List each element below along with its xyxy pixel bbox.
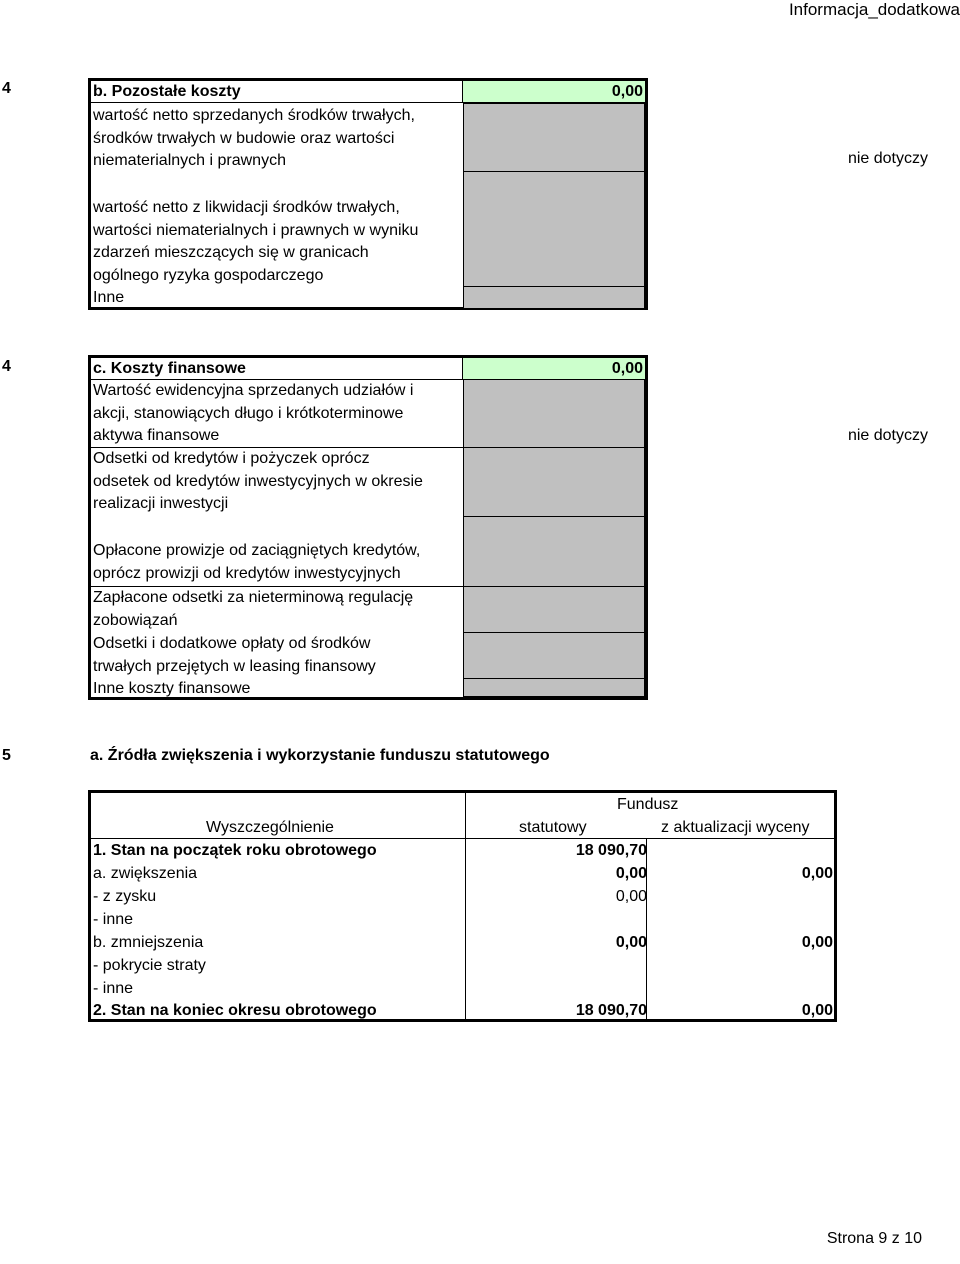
row-label: a. zwiększenia [93, 865, 198, 882]
section-5-title: a. Źródła zwiększenia i wykorzystanie funduszu statutowego [90, 747, 550, 764]
other-costs-row-2-label: wartość netto z likwidacji środków trwałych, wartości niematerialnych i prawnych w wyniku zdarzeń mieszczących się w granicach ogólnego ryzyka gospodarczego [93, 199, 419, 285]
financial-costs-row-1-value [463, 379, 645, 448]
col-header-revaluation: z aktualizacji wyceny [661, 819, 810, 836]
page-number: Strona 9 z 10 [826, 1230, 922, 1247]
row-label: - inne [93, 911, 134, 928]
financial-costs-row-3-label: Opłacone prowizje od zaciągniętych kredytów, oprócz prowizji od kredytów inwestycyjnych [93, 542, 421, 582]
row-label: - pokrycie straty [93, 957, 206, 974]
table-row [91, 977, 834, 1000]
table-row [91, 862, 834, 885]
row-label: 2. Stan na koniec okresu obrotowego [93, 1002, 377, 1019]
row-statutory: 0,00 [615, 888, 647, 905]
other-costs-row-3-label: Inne [93, 289, 125, 306]
row-revaluation: 0,00 [801, 1002, 833, 1019]
row-statutory: 0,00 [615, 865, 647, 882]
row-statutory: 0,00 [615, 934, 647, 951]
other-costs-note: nie dotyczy [847, 150, 928, 167]
other-costs-title: b. Pozostałe koszty [93, 83, 241, 100]
financial-costs-title: c. Koszty finansowe [93, 360, 246, 377]
row-label: - inne [93, 980, 134, 997]
row-label: - z zysku [93, 888, 157, 905]
fund-group-header: Fundusz [617, 796, 679, 813]
financial-costs-row-2-value [463, 447, 645, 517]
financial-costs-row-1-label: Wartość ewidencyjna sprzedanych udziałów i akcji, stanowiących długo i krótkoterminowe aktywa finansowe [93, 382, 414, 445]
section-number: 5 [2, 747, 11, 764]
other-costs-row-3-value [463, 286, 645, 309]
document-header-title: Informacja_dodatkowa [788, 0, 960, 19]
table-row [91, 999, 834, 1022]
financial-costs-row-3-value [463, 516, 645, 587]
financial-costs-row-5-label: Odsetki i dodatkowe opłaty od środków trwałych przejętych w leasing finansowy [93, 635, 376, 675]
financial-costs-row-2-label: Odsetki od kredytów i pożyczek oprócz odsetek od kredytów inwestycyjnych w okresie realizacji inwestycji [93, 450, 423, 513]
financial-costs-total: 0,00 [611, 360, 643, 377]
financial-costs-row-6-label: Inne koszty finansowe [93, 680, 251, 697]
financial-costs-title-row [91, 358, 645, 380]
table-row [91, 839, 834, 862]
other-costs-row-1-value [463, 103, 645, 172]
row-revaluation: 0,00 [801, 865, 833, 882]
other-costs-row-2-value [463, 171, 645, 287]
table-row [91, 908, 834, 931]
row-revaluation: 0,00 [801, 934, 833, 951]
financial-costs-row-4-value [463, 586, 645, 633]
table-row [91, 931, 834, 954]
table-row [91, 885, 834, 908]
col-header-statutory: statutowy [519, 819, 587, 836]
statutory-fund-table [88, 790, 837, 1022]
row-statutory: 18 090,70 [575, 842, 647, 859]
col-header-description: Wyszczególnienie [206, 819, 334, 836]
row-label: 1. Stan na początek roku obrotowego [93, 842, 377, 859]
row-statutory: 18 090,70 [575, 1002, 647, 1019]
row-label: b. zmniejszenia [93, 934, 204, 951]
other-costs-total: 0,00 [611, 83, 643, 100]
section-number: 4 [2, 80, 11, 97]
financial-costs-row-4-label: Zapłacone odsetki za nieterminową regulację zobowiązań [93, 589, 414, 629]
financial-costs-row-5-value [463, 632, 645, 679]
table-row [91, 954, 834, 977]
financial-costs-row-6-value [463, 678, 645, 697]
other-costs-title-row [91, 81, 645, 103]
financial-costs-table [88, 355, 648, 700]
financial-costs-note: nie dotyczy [847, 427, 928, 444]
section-number: 4 [2, 358, 11, 375]
other-costs-table [88, 78, 648, 310]
other-costs-row-1-label: wartość netto sprzedanych środków trwałych, środków trwałych w budowie oraz wartości niematerialnych i prawnych [93, 107, 415, 170]
